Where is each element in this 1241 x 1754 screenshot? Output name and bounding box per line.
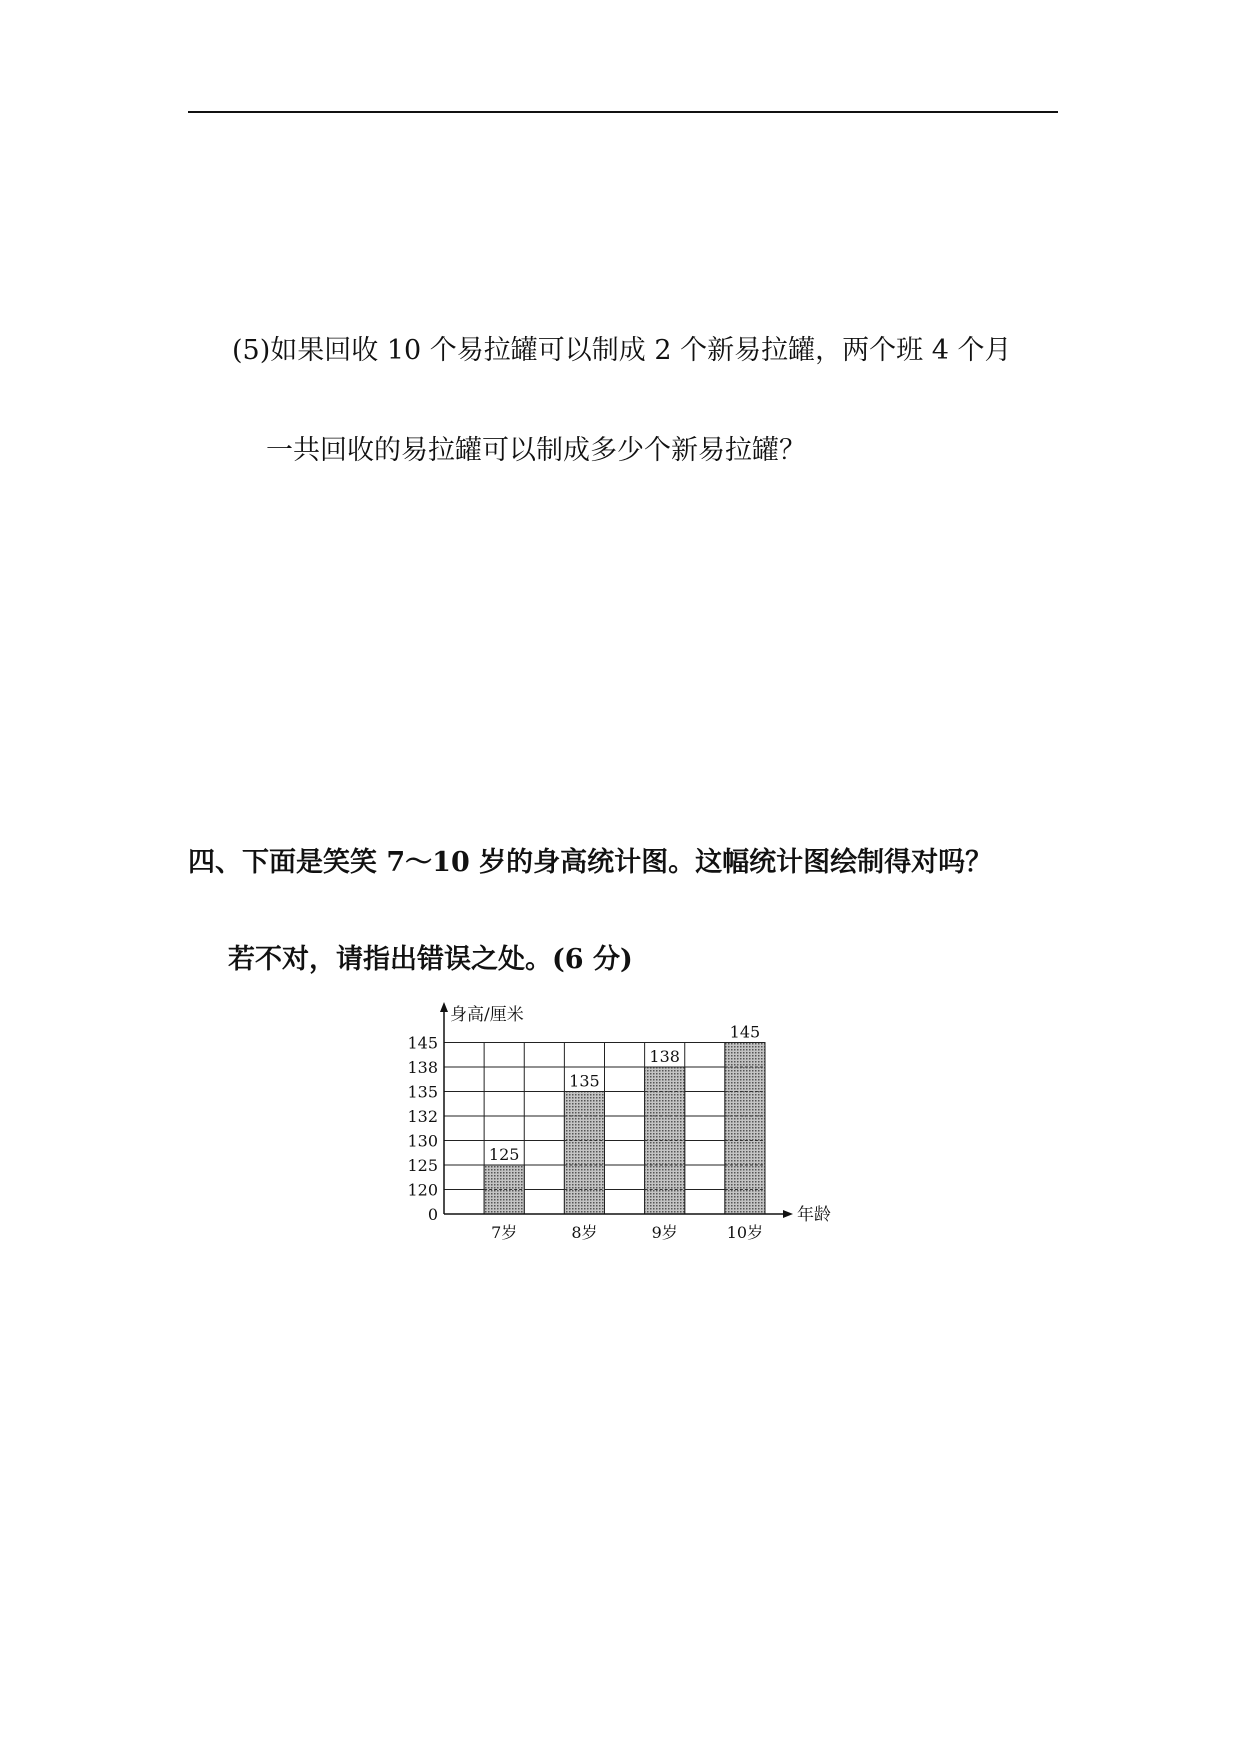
x-tick-label: 8岁 xyxy=(571,1223,598,1242)
data-label: 138 xyxy=(649,1047,680,1066)
top-rule xyxy=(188,111,1058,113)
data-label: 125 xyxy=(488,1145,520,1164)
y-tick-label: 138 xyxy=(407,1058,438,1077)
data-label: 145 xyxy=(729,1022,761,1042)
y-tick-label: 130 xyxy=(407,1131,438,1151)
chart-labels xyxy=(407,1005,831,1242)
chart-bars xyxy=(484,1043,765,1215)
y-axis-label: 身高/厘米 xyxy=(450,1005,524,1025)
y-tick-label: 125 xyxy=(407,1156,438,1175)
question5-line2: 一共回收的易拉罐可以制成多少个新易拉罐？ xyxy=(266,435,806,466)
y-tick-label: 132 xyxy=(407,1107,438,1126)
y-axis-arrow xyxy=(440,1002,448,1012)
question5-line1: (5)如果回收 10 个易拉罐可以制成 2 个新易拉罐，两个班 4 个月 xyxy=(232,335,1012,366)
bar-8岁 xyxy=(564,1092,604,1215)
x-tick-label: 10岁 xyxy=(726,1223,764,1242)
y-tick-label: 135 xyxy=(407,1082,438,1102)
data-label: 135 xyxy=(569,1071,600,1091)
height-bar-chart xyxy=(395,998,845,1250)
x-axis-arrow xyxy=(783,1210,793,1218)
x-axis-label: 年龄 xyxy=(797,1205,831,1225)
section4-subtitle: 若不对，请指出错误之处。(6 分) xyxy=(228,944,633,975)
y-tick-label: 120 xyxy=(407,1180,438,1200)
y-tick-label: 145 xyxy=(407,1033,438,1053)
x-tick-label: 9岁 xyxy=(651,1223,678,1242)
bar-10岁 xyxy=(725,1043,765,1215)
x-tick-label: 7岁 xyxy=(491,1223,518,1242)
section4-title: 四、下面是笑笑 7～10 岁的身高统计图。这幅统计图绘制得对吗？ xyxy=(188,847,993,878)
y-tick-label: 0 xyxy=(427,1205,438,1224)
